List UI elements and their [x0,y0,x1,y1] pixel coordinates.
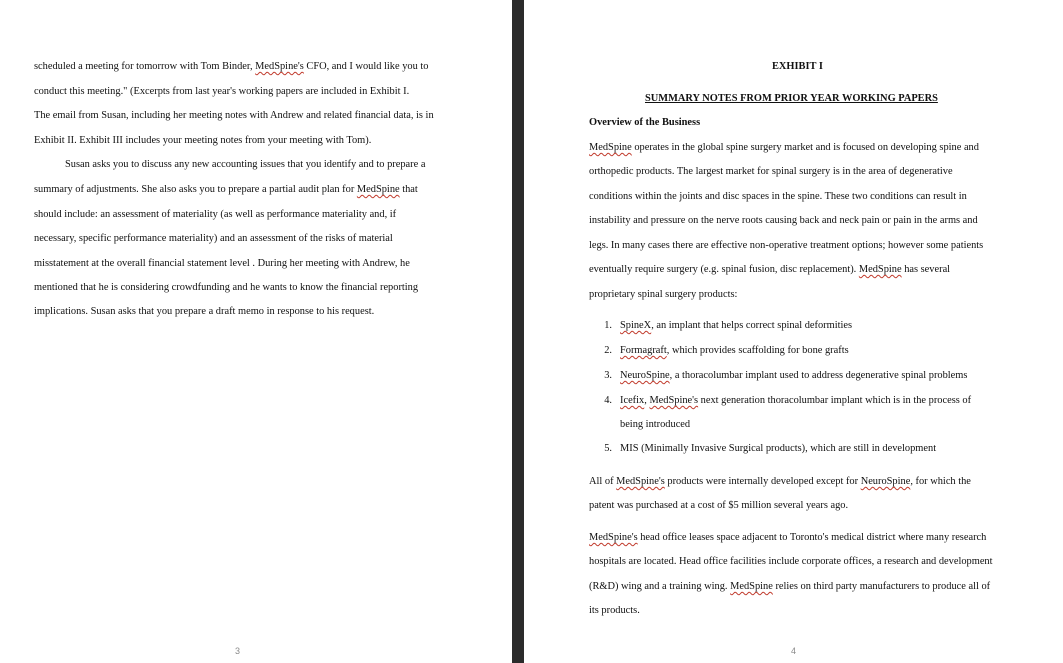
left-line-10: mentioned that he is considering crowdfunding and he wants to know the financial reporting [34,282,419,293]
left-line-11: implications. Susan asks that you prepare a draft memo in response to his request. [34,306,375,317]
p1-line-6: eventually require surgery (e.g. spinal fusion, disc replacement). MedSpine has several [589,264,951,275]
list-number: 1. [604,320,612,331]
left-page [0,0,512,663]
left-line-4: Exhibit II. Exhibit III includes your meeting notes from your meeting with Tom). [34,135,372,146]
p3-line-2: hospitals are located. Head office facilities include corporate offices, a research and development [589,556,993,567]
left-line-6: summary of adjustments. She also asks you to prepare a partial audit plan for MedSpine that [34,184,418,195]
page-number-left: 3 [235,646,241,656]
p1-line-3: conditions within the joints and disc spaces in the spine. These two conditions can result in [589,191,967,202]
p3-line-3: (R&D) wing and a training wing. MedSpine relies on third party manufacturers to produce all of [589,581,991,592]
p1-line-4: instability and pressure on the nerve roots causing back and neck pain or pain in the arms and [589,215,978,226]
p1-line-7: proprietary spinal surgery products: [589,289,738,300]
p2-line-1: All of MedSpine's products were internally developed except for NeuroSpine, for which the [589,476,971,487]
left-line-9: misstatement at the overall financial statement level . During her meeting with Andrew, he [34,258,410,269]
left-line-1: scheduled a meeting for tomorrow with Tom Binder, MedSpine's CFO, and I would like you to [34,61,429,72]
list-item: SpineX, an implant that helps correct spinal deformities [620,320,853,331]
list-number: 3. [604,370,612,381]
list-item: Icefix, MedSpine's next generation thoracolumbar implant which is in the process of [620,395,972,406]
right-page [524,0,1063,663]
left-line-8: necessary, specific performance materiality) and an assessment of the risks of material [34,233,393,244]
left-line-7: should include: an assessment of materiality (as well as performance materiality and, if [34,209,397,220]
p1-line-1: MedSpine operates in the global spine surgery market and is focused on developing spine and [589,142,979,153]
list-number: 4. [604,395,612,406]
left-line-3: The email from Susan, including her meeting notes with Andrew and related financial data, is in [34,110,434,121]
subheading: Overview of the Business [589,117,701,128]
p1-line-5: legs. In many cases there are effective non-operative treatment options; however some patients [589,240,984,251]
left-line-5: Susan asks you to discuss any new accounting issues that you identify and to prepare a [65,159,426,170]
list-number: 2. [604,345,612,356]
exhibit-title: EXHIBIT I [772,61,823,72]
p2-line-2: patent was purchased at a cost of $5 million several years ago. [589,500,849,511]
list-item: Formagraft, which provides scaffolding for bone grafts [620,345,849,356]
list-item: MIS (Minimally Invasive Surgical products), which are still in development [620,443,937,454]
section-title: SUMMARY NOTES FROM PRIOR YEAR WORKING PAPERS [645,93,938,104]
list-item-continuation: being introduced [620,419,691,430]
p3-line-4: its products. [589,605,640,616]
page-number-right: 4 [791,646,797,656]
left-line-2: conduct this meeting." (Excerpts from last year's working papers are included in Exhibit I. [34,86,410,97]
page-divider [512,0,524,663]
list-item: NeuroSpine, a thoracolumbar implant used to address degenerative spinal problems [620,370,968,381]
p3-line-1: MedSpine's head office leases space adjacent to Toronto's medical district where many research [589,532,987,543]
list-number: 5. [604,443,612,454]
p1-line-2: orthopedic products. The largest market for spinal surgery is in the area of degenerative [589,166,953,177]
